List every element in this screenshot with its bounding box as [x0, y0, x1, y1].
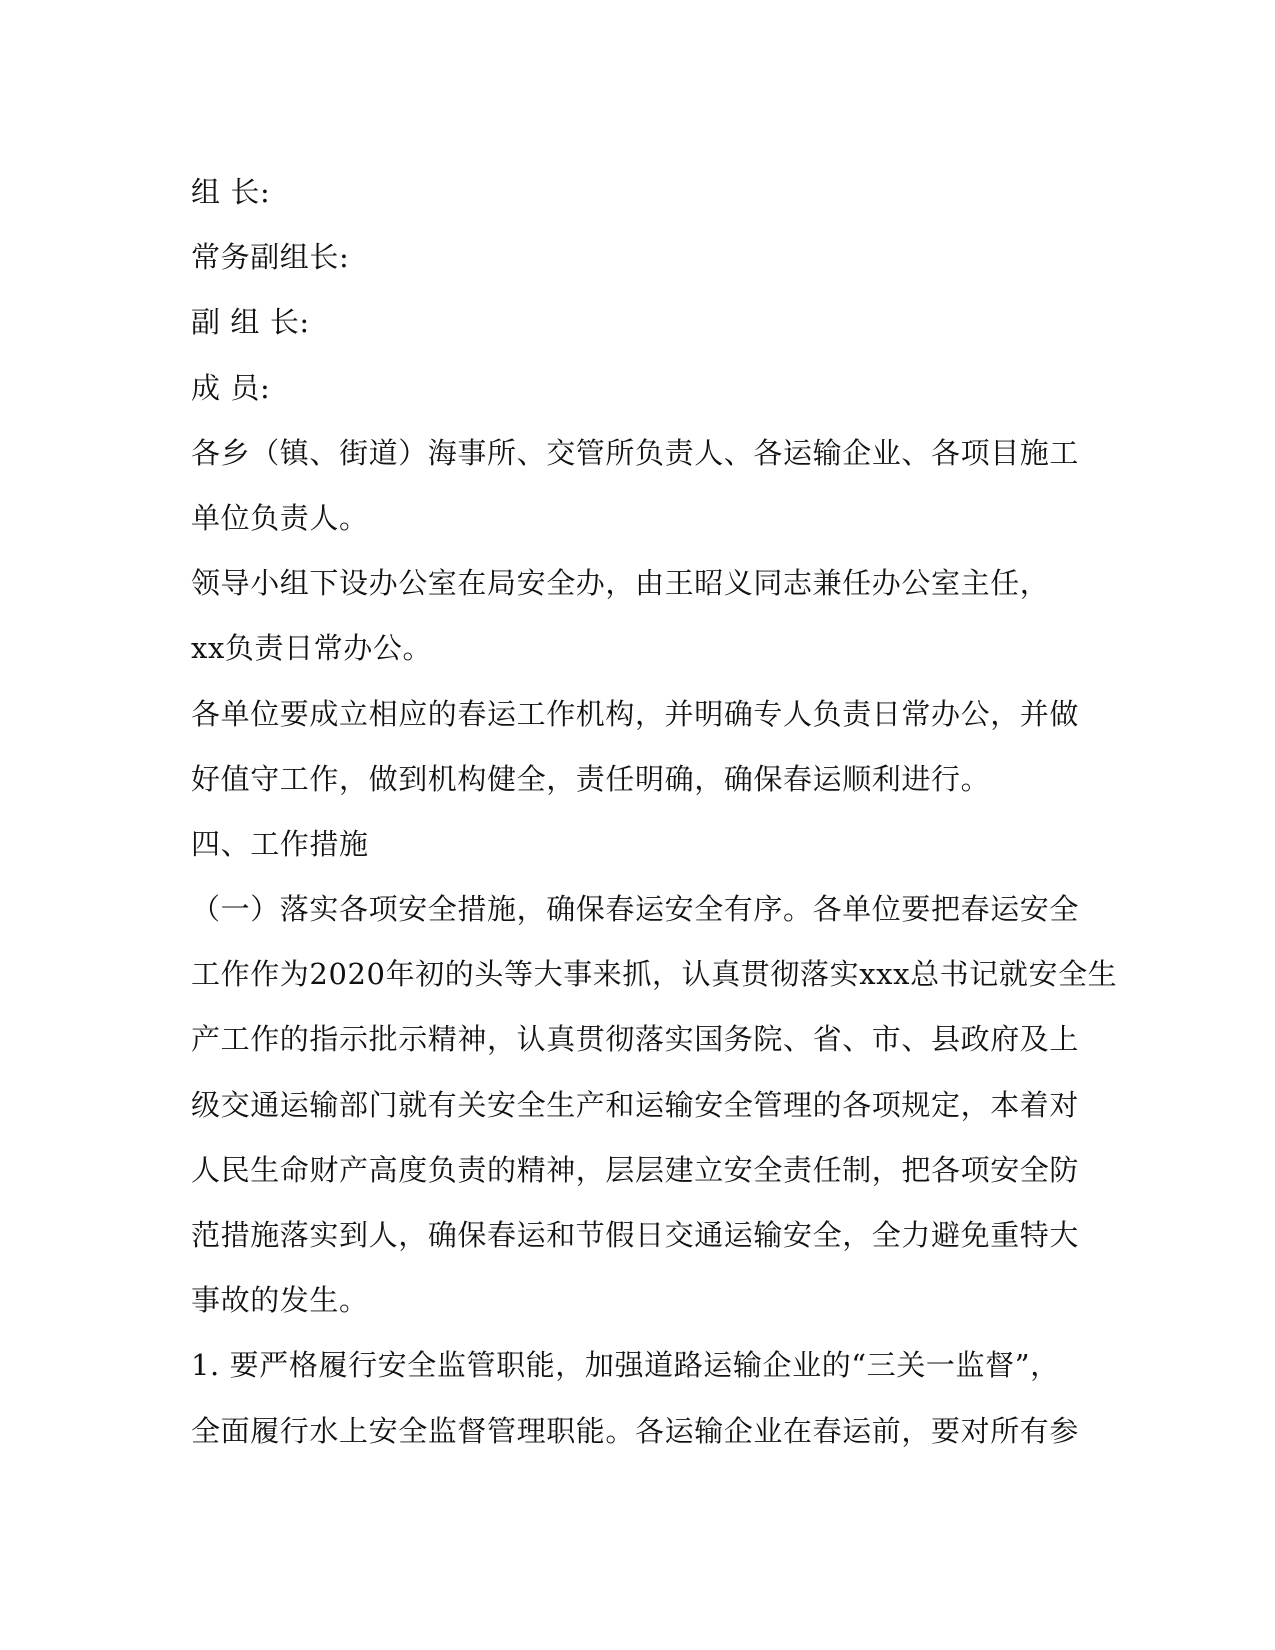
text-line: 各单位要成立相应的春运工作机构，并明确专人负责日常办公，并做 [191, 696, 1080, 731]
text-line: xx负责日常办公。 [191, 631, 433, 666]
text-line: 1. 要严格履行安全监管职能，加强道路运输企业的“三关一监督”， [191, 1348, 1060, 1383]
text-line: 事故的发生。 [191, 1283, 369, 1318]
text-line: 单位负责人。 [191, 500, 369, 535]
text-line-executive-deputy: 常务副组长: [191, 240, 350, 275]
text-line-members: 成 员: [191, 370, 271, 405]
text-line: 人民生命财产高度负责的精神，层层建立安全责任制，把各项安全防 [191, 1152, 1080, 1187]
text-line: 范措施落实到人，确保春运和节假日交通运输安全，全力避免重特大 [191, 1218, 1080, 1252]
text-line: 全面履行水上安全监督管理职能。各运输企业在春运前，要对所有参 [191, 1413, 1080, 1448]
text-line: 产工作的指示批示精神，认真贯彻落实国务院、省、市、县政府及上 [191, 1022, 1080, 1057]
document-body [191, 160, 1118, 1464]
text-line: 领导小组下设办公室在局安全办，由王昭义同志兼任办公室主任， [191, 566, 1050, 601]
text-line: 好值守工作，做到机构健全，责任明确，确保春运顺利进行。 [191, 761, 991, 796]
text-line: 工作作为2020年初的头等大事来抓，认真贯彻落实xxx总书记就安全生 [191, 957, 1118, 992]
text-line: 各乡（镇、街道）海事所、交管所负责人、各运输企业、各项目施工 [191, 435, 1080, 470]
section-heading: 四、工作措施 [191, 826, 369, 861]
text-line-team-leader: 组 长: [191, 175, 271, 209]
text-line: （一）落实各项安全措施，确保春运安全有序。各单位要把春运安全 [191, 892, 1080, 927]
text-line: 级交通运输部门就有关安全生产和运输安全管理的各项规定，本着对 [191, 1087, 1080, 1122]
text-line-deputy-leader: 副 组 长: [191, 305, 310, 340]
